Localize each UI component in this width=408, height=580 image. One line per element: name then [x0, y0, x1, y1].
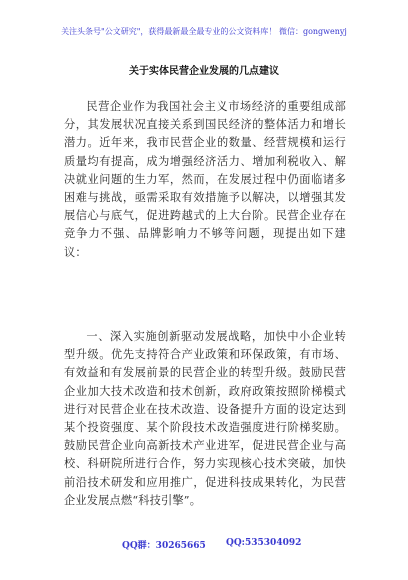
paragraph-intro: [64, 98, 346, 262]
footer-contact: [0, 538, 408, 552]
qq-group-number: QQ群：30265665: [122, 541, 206, 551]
qq-number: QQ:535304092: [226, 538, 302, 548]
paragraph-suggestion-1: [64, 328, 346, 510]
paragraph-text: 一、深入实施创新驱动发展战略，加快中小企业转型升级。优先支持符合产业政策和环保政策，有市场、有效益和有发展前景的民营企业的转型升级。鼓励民营企业加大技术改造和技术创新，政府政策按照阶梯模式进行对民营企业在技术改造、设备提升方面的设定达到某个投资强度、某个阶段技术改造强度进行阶梯奖励。鼓励民营企业向高新技术产业进军，促进民营企业与高校、科研院所进行合作，努力实现核心技术突破，加快前沿技术研发和应用推广，促进科技成果转化，为民营企业发展点燃“科技引擎”。: [64, 330, 346, 507]
paragraph-text: 民营企业作为我国社会主义市场经济的重要组成部分，其发展状况直接关系到国民经济的整体活力和增长潜力。近年来，我市民营企业的数量、经营规模和运行质量均有提高，成为增强经济活力、增加利税收入、解决就业问题的生力军，然而，在发展过程中仍面临诸多困难与挑战，亟需采取有效措施予以解决，以增强其发展信心与底气，促进跨越式的上大台阶。民营企业存在竞争力不强、品牌影响力不够等问题，现提出如下建议：: [64, 100, 346, 259]
document-title: 关于实体民营企业发展的几点建议: [129, 66, 279, 77]
header-banner: 关注头条号"公文研究"，获得最新最全最专业的公文资料库！ 微信：gongwenyj: [61, 27, 347, 36]
